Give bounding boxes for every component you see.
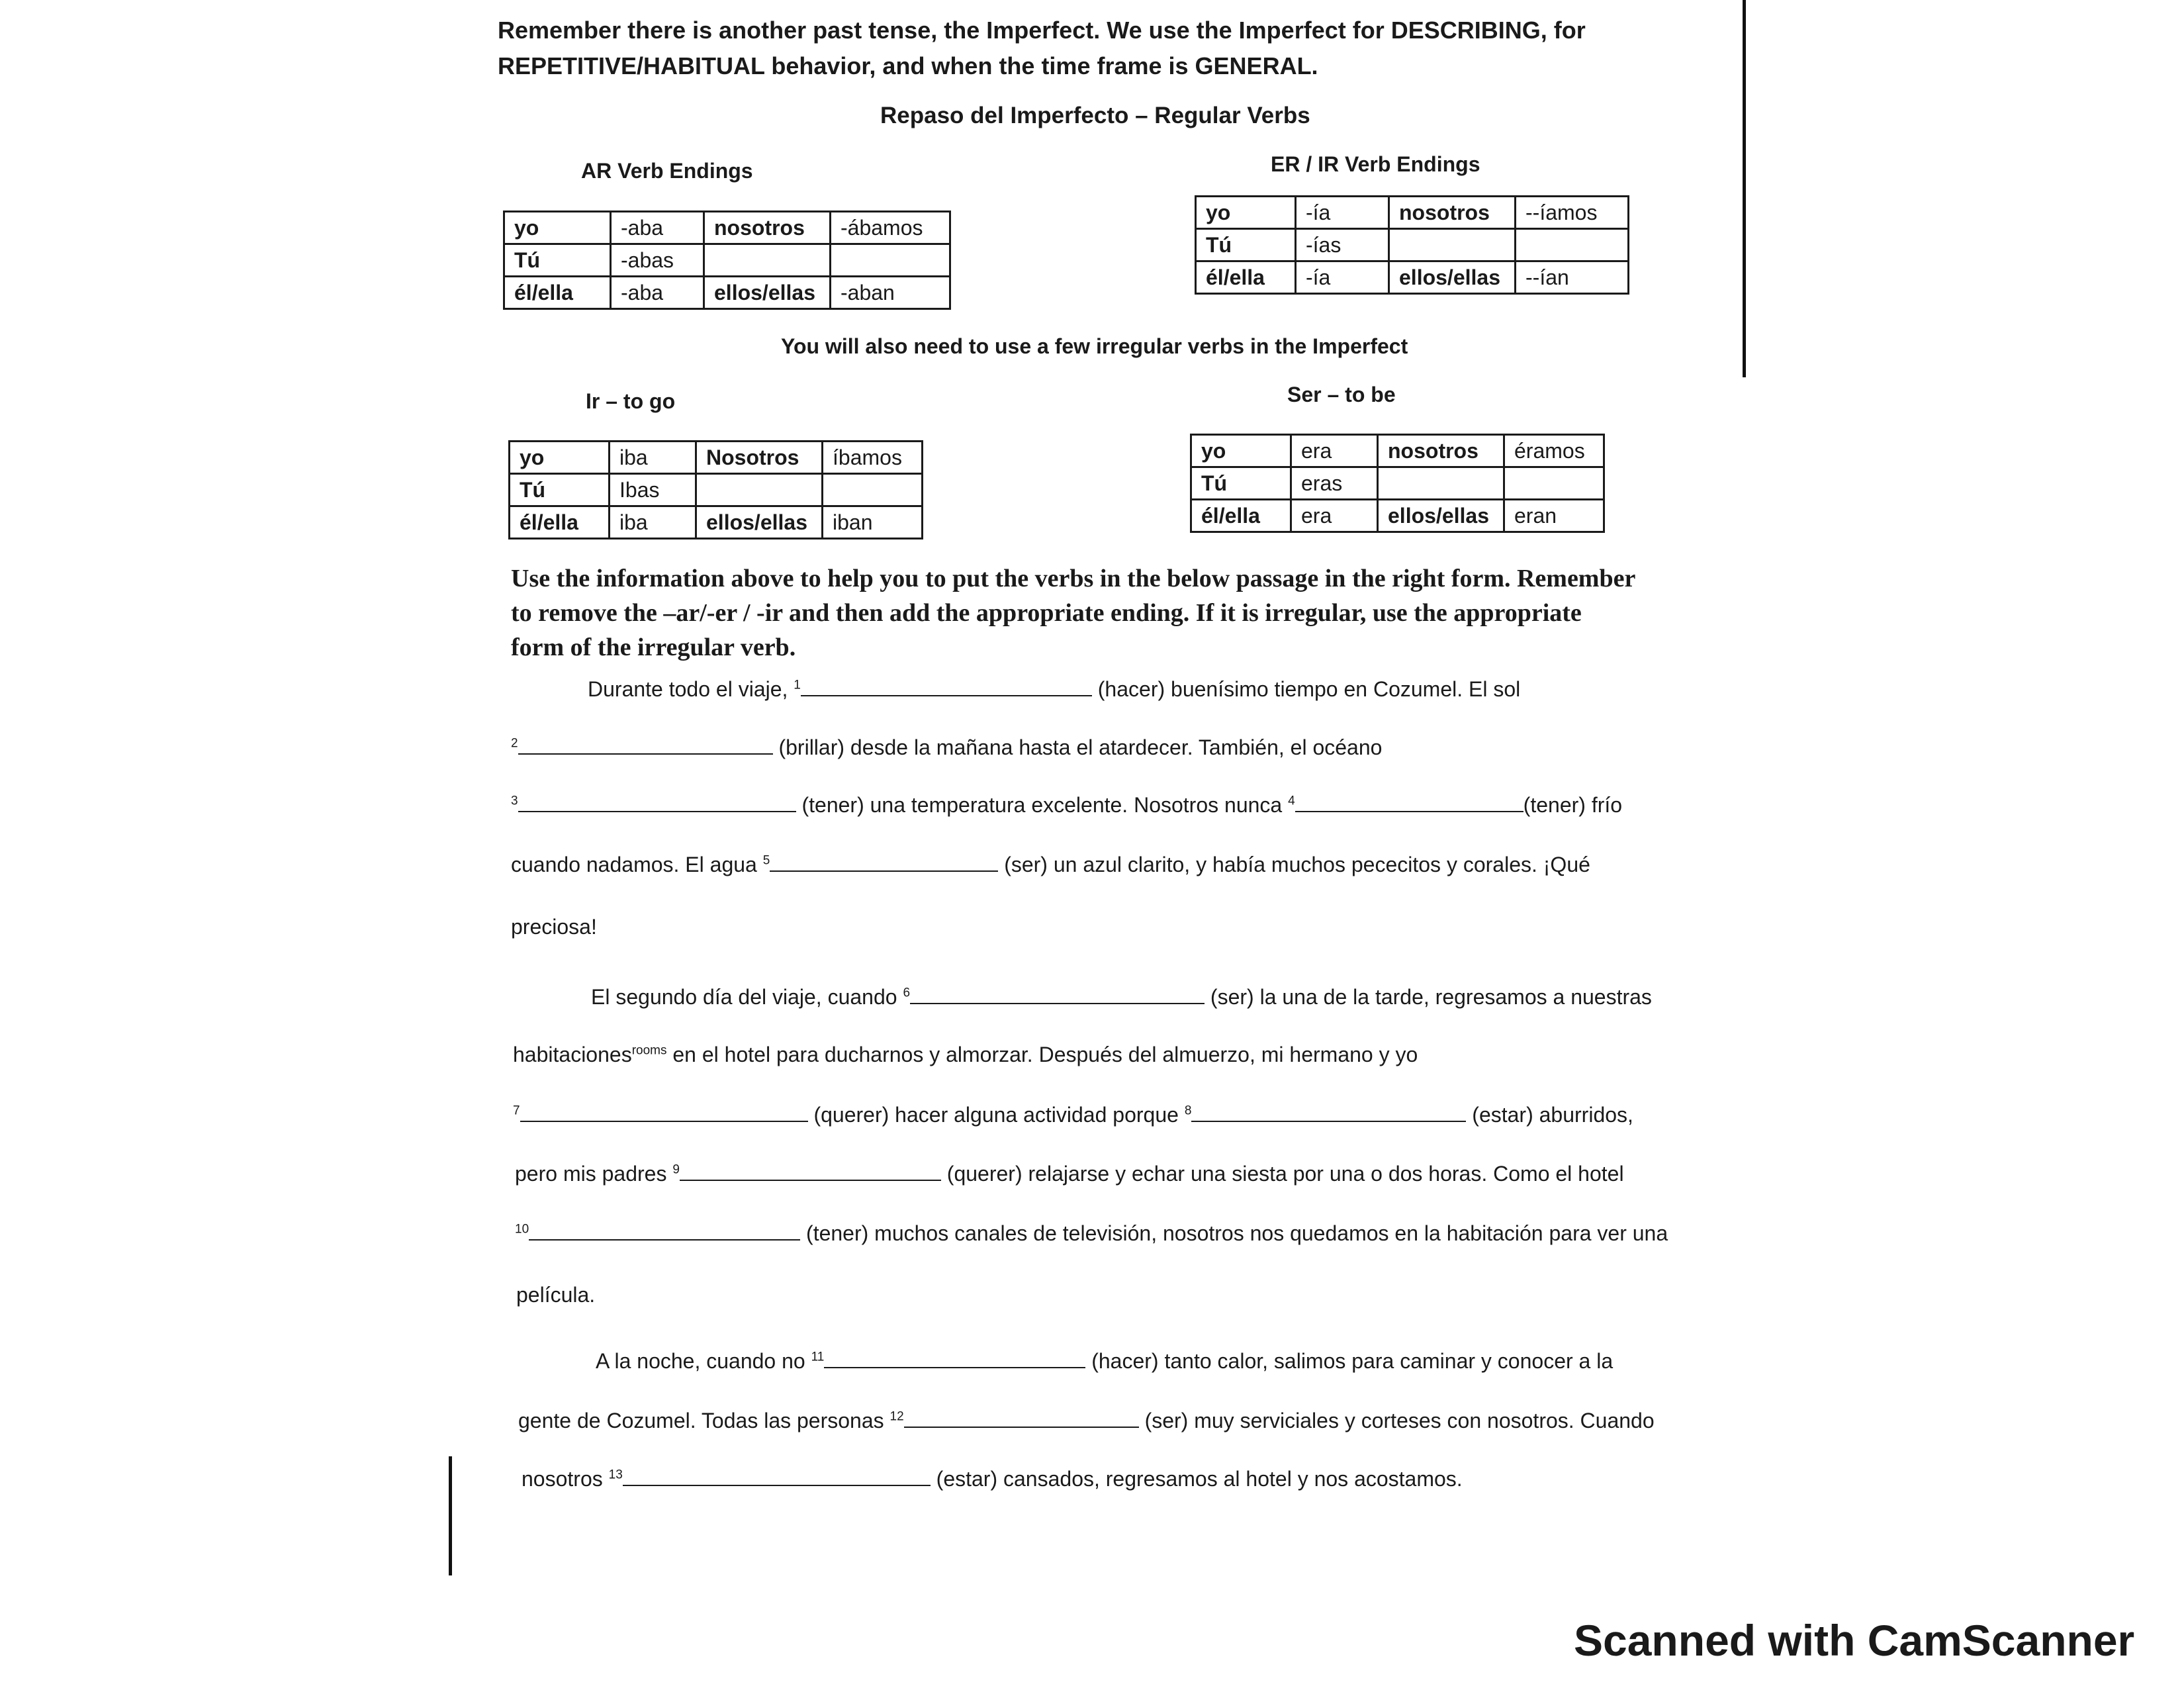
table-row xyxy=(1196,197,1629,229)
passage-text: nosotros xyxy=(522,1467,603,1491)
camscanner-watermark: Scanned with CamScanner xyxy=(1574,1616,2135,1665)
passage-line-5: preciosa! xyxy=(511,915,597,939)
passage-line-14 xyxy=(522,1465,1463,1491)
answer-blank-6[interactable] xyxy=(910,983,1205,1004)
passage-text: (estar) aburridos, xyxy=(1472,1103,1633,1127)
table-cell xyxy=(1516,229,1629,261)
table-row xyxy=(1191,500,1604,532)
ser-table-title: Ser – to be xyxy=(1287,383,1396,406)
table-cell: -ía xyxy=(1296,197,1389,229)
table-cell xyxy=(1504,467,1604,500)
blank-number: 4 xyxy=(1288,794,1295,808)
table-cell: iba xyxy=(610,506,696,539)
scan-edge-right xyxy=(1743,0,1746,377)
ar-table-title: AR Verb Endings xyxy=(581,159,753,183)
passage-text: (tener) muchos canales de televisión, nosotros nos quedamos en la habitación para ver una xyxy=(806,1221,1668,1245)
table-cell: ellos/ellas xyxy=(1389,261,1516,294)
intro-line-2: REPETITIVE/HABITUAL behavior, and when the time frame is GENERAL. xyxy=(498,52,1318,79)
table-row xyxy=(504,244,950,277)
table-cell: -ía xyxy=(1296,261,1389,294)
blank-number: 8 xyxy=(1184,1103,1192,1118)
table-cell: Ibas xyxy=(610,474,696,506)
table-cell: -aba xyxy=(611,277,704,309)
blank-number: 5 xyxy=(762,853,770,868)
table-cell: Tú xyxy=(1196,229,1296,261)
passage-text: A la noche, cuando no xyxy=(596,1349,805,1373)
table-cell: Tú xyxy=(1191,467,1291,500)
answer-blank-12[interactable] xyxy=(904,1407,1139,1428)
blank-number: 6 xyxy=(903,986,911,1000)
er-ir-table-title: ER / IR Verb Endings xyxy=(1271,152,1480,176)
table-cell: nosotros xyxy=(1389,197,1516,229)
table-row xyxy=(510,442,923,474)
answer-blank-1[interactable] xyxy=(801,675,1092,696)
passage-text: habitaciones xyxy=(513,1043,632,1066)
table-cell: -aban xyxy=(831,277,950,309)
instructions-line-3: form of the irregular verb. xyxy=(511,633,796,661)
table-row xyxy=(510,506,923,539)
passage-line-6 xyxy=(591,983,1652,1009)
instructions-line-2: to remove the –ar/-er / -ir and then add the appropriate ending. If it is irregular, use the appropriate xyxy=(511,599,1582,627)
blank-number: 7 xyxy=(513,1103,520,1118)
table-cell xyxy=(823,474,923,506)
passage-line-3 xyxy=(511,791,1622,818)
table-cell: ellos/ellas xyxy=(696,506,823,539)
passage-line-2 xyxy=(511,733,1382,760)
passage-text: (estar) cansados, regresamos al hotel y nos acostamos. xyxy=(936,1467,1463,1491)
table-cell: nosotros xyxy=(704,212,831,244)
review-title: Repaso del Imperfecto – Regular Verbs xyxy=(880,103,1310,128)
passage-text: (querer) hacer alguna actividad porque xyxy=(813,1103,1179,1127)
table-cell: ellos/ellas xyxy=(1378,500,1504,532)
table-row xyxy=(504,277,950,309)
ser-irregular-table xyxy=(1190,434,1605,533)
passage-text: cuando nadamos. El agua xyxy=(511,853,757,876)
passage-text: Durante todo el viaje, xyxy=(588,677,788,701)
table-cell: era xyxy=(1291,500,1378,532)
passage-text: (tener) frío xyxy=(1523,793,1623,817)
passage-line-9 xyxy=(515,1160,1624,1186)
table-row xyxy=(504,212,950,244)
table-cell: yo xyxy=(1196,197,1296,229)
answer-blank-13[interactable] xyxy=(623,1465,931,1486)
passage-line-7 xyxy=(513,1043,1418,1067)
blank-number: 2 xyxy=(511,736,518,751)
table-row xyxy=(1196,229,1629,261)
blank-number: 3 xyxy=(511,794,518,808)
blank-number: 12 xyxy=(889,1409,904,1424)
table-cell: él/ella xyxy=(510,506,610,539)
table-cell: Nosotros xyxy=(696,442,823,474)
answer-blank-9[interactable] xyxy=(680,1160,941,1181)
passage-text: en el hotel para ducharnos y almorzar. Después del almuerzo, mi hermano y yo xyxy=(666,1043,1418,1066)
passage-text: (brillar) desde la mañana hasta el atardecer. También, el océano xyxy=(778,735,1383,759)
ir-irregular-table xyxy=(508,440,923,539)
passage-line-13 xyxy=(518,1407,1655,1433)
table-cell: él/ella xyxy=(1191,500,1291,532)
answer-blank-2[interactable] xyxy=(518,733,773,755)
table-cell: él/ella xyxy=(1196,261,1296,294)
answer-blank-10[interactable] xyxy=(529,1219,800,1241)
blank-number: 11 xyxy=(811,1350,825,1364)
table-cell: él/ella xyxy=(504,277,611,309)
instructions-line-1: Use the information above to help you to put the verbs in the below passage in the right form. Remember xyxy=(511,565,1636,592)
ir-table-title: Ir – to go xyxy=(586,389,676,413)
table-cell xyxy=(704,244,831,277)
answer-blank-8[interactable] xyxy=(1191,1101,1466,1122)
table-cell xyxy=(1378,467,1504,500)
table-cell: -abas xyxy=(611,244,704,277)
er-ir-endings-table xyxy=(1195,195,1629,295)
blank-number: 9 xyxy=(672,1162,680,1177)
passage-text: (ser) muy serviciales y corteses con nosotros. Cuando xyxy=(1144,1409,1655,1432)
answer-blank-4[interactable] xyxy=(1295,791,1524,812)
answer-blank-5[interactable] xyxy=(770,851,998,872)
scan-edge-left xyxy=(449,1456,452,1575)
table-row xyxy=(1191,467,1604,500)
table-cell xyxy=(696,474,823,506)
table-cell: iban xyxy=(823,506,923,539)
passage-line-10 xyxy=(515,1219,1668,1246)
table-cell: Tú xyxy=(504,244,611,277)
table-row xyxy=(1196,261,1629,294)
answer-blank-3[interactable] xyxy=(518,791,796,812)
table-cell: iba xyxy=(610,442,696,474)
table-cell: -aba xyxy=(611,212,704,244)
table-cell: eras xyxy=(1291,467,1378,500)
passage-text: gente de Cozumel. Todas las personas xyxy=(518,1409,884,1432)
table-cell: íbamos xyxy=(823,442,923,474)
answer-blank-11[interactable] xyxy=(824,1347,1085,1368)
table-cell: yo xyxy=(504,212,611,244)
passage-line-8 xyxy=(513,1101,1633,1127)
passage-text: (hacer) tanto calor, salimos para caminar y conocer a la xyxy=(1091,1349,1614,1373)
table-cell: --íamos xyxy=(1516,197,1629,229)
gloss-superscript: rooms xyxy=(631,1043,667,1058)
table-cell: era xyxy=(1291,435,1378,467)
table-cell xyxy=(1389,229,1516,261)
passage-text: pero mis padres xyxy=(515,1162,667,1186)
ar-endings-table xyxy=(503,211,951,310)
passage-text: (querer) relajarse y echar una siesta por una o dos horas. Como el hotel xyxy=(946,1162,1624,1186)
table-cell: --ían xyxy=(1516,261,1629,294)
passage-text: (ser) un azul clarito, y había muchos pececitos y corales. ¡Qué xyxy=(1004,853,1590,876)
table-cell: ellos/ellas xyxy=(704,277,831,309)
table-cell: -ías xyxy=(1296,229,1389,261)
passage-text: (tener) una temperatura excelente. Nosotros nunca xyxy=(801,793,1283,817)
table-cell: yo xyxy=(1191,435,1291,467)
passage-line-1 xyxy=(588,675,1520,702)
passage-line-11: película. xyxy=(516,1283,596,1307)
answer-blank-7[interactable] xyxy=(520,1101,808,1122)
intro-line-1: Remember there is another past tense, the Imperfect. We use the Imperfect for DESCRIBING, for xyxy=(498,17,1586,44)
table-cell: -ábamos xyxy=(831,212,950,244)
passage-text: (ser) la una de la tarde, regresamos a nuestras xyxy=(1210,985,1652,1009)
passage-line-4 xyxy=(511,851,1590,877)
passage-line-12 xyxy=(596,1347,1613,1374)
table-cell: yo xyxy=(510,442,610,474)
blank-number: 10 xyxy=(515,1222,529,1237)
irregular-note: You will also need to use a few irregular verbs in the Imperfect xyxy=(781,334,1408,358)
table-cell: éramos xyxy=(1504,435,1604,467)
table-cell: nosotros xyxy=(1378,435,1504,467)
table-row xyxy=(1191,435,1604,467)
blank-number: 1 xyxy=(794,678,801,692)
blank-number: 13 xyxy=(608,1468,623,1482)
table-cell xyxy=(831,244,950,277)
table-row xyxy=(510,474,923,506)
table-cell: Tú xyxy=(510,474,610,506)
table-cell: eran xyxy=(1504,500,1604,532)
passage-text: El segundo día del viaje, cuando xyxy=(591,985,897,1009)
passage-text: (hacer) buenísimo tiempo en Cozumel. El sol xyxy=(1097,677,1521,701)
